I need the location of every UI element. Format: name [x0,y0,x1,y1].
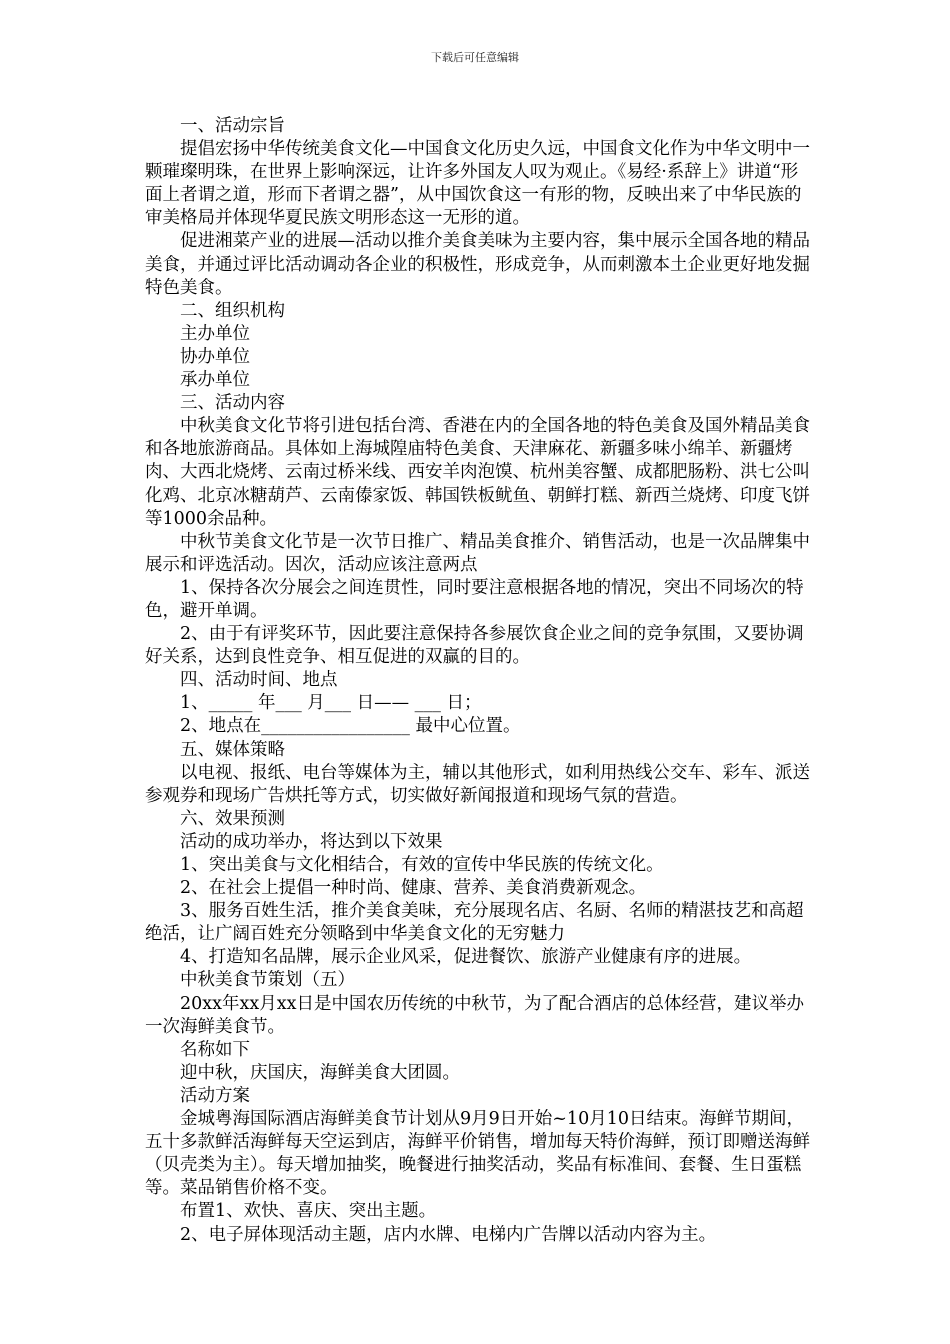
paragraph: 金城粤海国际酒店海鲜美食节计划从9月9日开始~10月10日结束。海鲜节期间，五十多款鲜活海鲜每天空运到店，海鲜平价销售，增加每天特价海鲜，预订即赠送海鲜（贝壳类为主）。每天增加抽奖，晚餐进行抽奖活动，奖品有标准间、套餐、生日蛋糕等。菜品销售价格不变。 [145,1109,810,1199]
list-item: 2、地点在_________________ 最中心位置。 [180,716,521,737]
paragraph: 活动的成功举办，将达到以下效果 [180,831,443,852]
list-item: 1、_____ 年___ 月___ 日—— ___ 日； [180,693,482,714]
list-item: 1、突出美食与文化相结合，有效的宣传中华民族的传统文化。 [180,855,664,875]
list-item: 1、保持各次分展会之间连贯性，同时要注意根据各地的情况，突出不同场次的特色，避开单调。 [145,577,804,621]
document-body [145,115,810,1247]
list-item: 3、服务百姓生活，推介美食美味，充分展现名店、名厨、名师的精湛技艺和高超绝活，让广阔百姓充分领略到中华美食文化的无穷魅力 [145,901,804,945]
paragraph: 20xx年xx月xx日是中国农历传统的中秋节，为了配合酒店的总体经营，建议举办一次海鲜美食节。 [145,993,804,1037]
heading-time-location: 四、活动时间、地点 [180,670,338,691]
paragraph: 促进湘菜产业的进展—活动以推介美食美味为主要内容，集中展示全国各地的精品美食，并通过评比活动调动各企业的积极性，形成竞争，从而刺激本土企业更好地发掘特色美食。 [145,231,810,298]
list-item: 2、在社会上提倡一种时尚、健康、营养、美食消费新观念。 [180,878,647,899]
heading-activity-purpose: 一、活动宗旨 [180,116,285,136]
list-item: 2、由于有评奖环节，因此要注意保持各参展饮食企业之间的竞争氛围，又要协调好关系，达到良性竞争、相互促进的双赢的目的。 [145,624,804,668]
paragraph: 迎中秋，庆国庆，海鲜美食大团圆。 [180,1062,460,1083]
list-item: 承办单位 [180,370,250,391]
paragraph: 提倡宏扬中华传统美食文化—中国食文化历史久远，中国食文化作为中华文明中一颗璀璨明珠，在世界上影响深远，让许多外国友人叹为观止。《易经·系辞上》讲道“形面上者谓之道，形而下者谓之器”，从中国饮食这一有形的物，反映出来了中华民族的审美格局并体现华夏民族文明形态这一无形的道。 [145,139,810,229]
paragraph: 名称如下 [180,1039,250,1060]
section-title: 中秋美食节策划（五） [180,970,355,991]
heading-effect-forecast: 六、效果预测 [180,808,285,829]
heading-activity-content: 三、活动内容 [180,393,285,414]
heading-media-strategy: 五、媒体策略 [180,739,285,760]
paragraph: 以电视、报纸、电台等媒体为主，辅以其他形式，如利用热线公交车、彩车、派送参观券和现场广告烘托等方式，切实做好新闻报道和现场气氛的营造。 [145,762,810,806]
list-item: 主办单位 [180,323,250,344]
page-header: 下载后可任意编辑 [431,51,519,64]
list-item: 协办单位 [180,346,250,367]
list-item: 4、打造知名品牌，展示企业风采，促进餐饮、旅游产业健康有序的进展。 [180,947,752,968]
paragraph: 中秋美食文化节将引进包括台湾、香港在内的全国各地的特色美食及国外精品美食和各地旅游商品。具体如上海城隍庙特色美食、天津麻花、新疆多味小绵羊、新疆烤肉、大西北烧烤、云南过桥米线、西安羊肉泡馍、杭州美容蟹、成都肥肠粉、洪七公叫化鸡、北京冰糖葫芦、云南傣家饭、韩国铁板鱿鱼、朝鲜打糕、新西兰烧烤、印度飞饼等1000余品种。 [145,416,810,529]
paragraph: 活动方案 [180,1085,250,1106]
heading-organization: 二、组织机构 [180,300,285,321]
paragraph: 中秋节美食文化节是一次节日推广、精品美食推介、销售活动，也是一次品牌集中展示和评选活动。因次，活动应该注意两点 [145,531,810,575]
list-item: 2、电子屏体现活动主题，店内水牌、电梯内广告牌以活动内容为主。 [180,1224,717,1245]
list-item: 布置1、欢快、喜庆、突出主题。 [180,1201,437,1222]
